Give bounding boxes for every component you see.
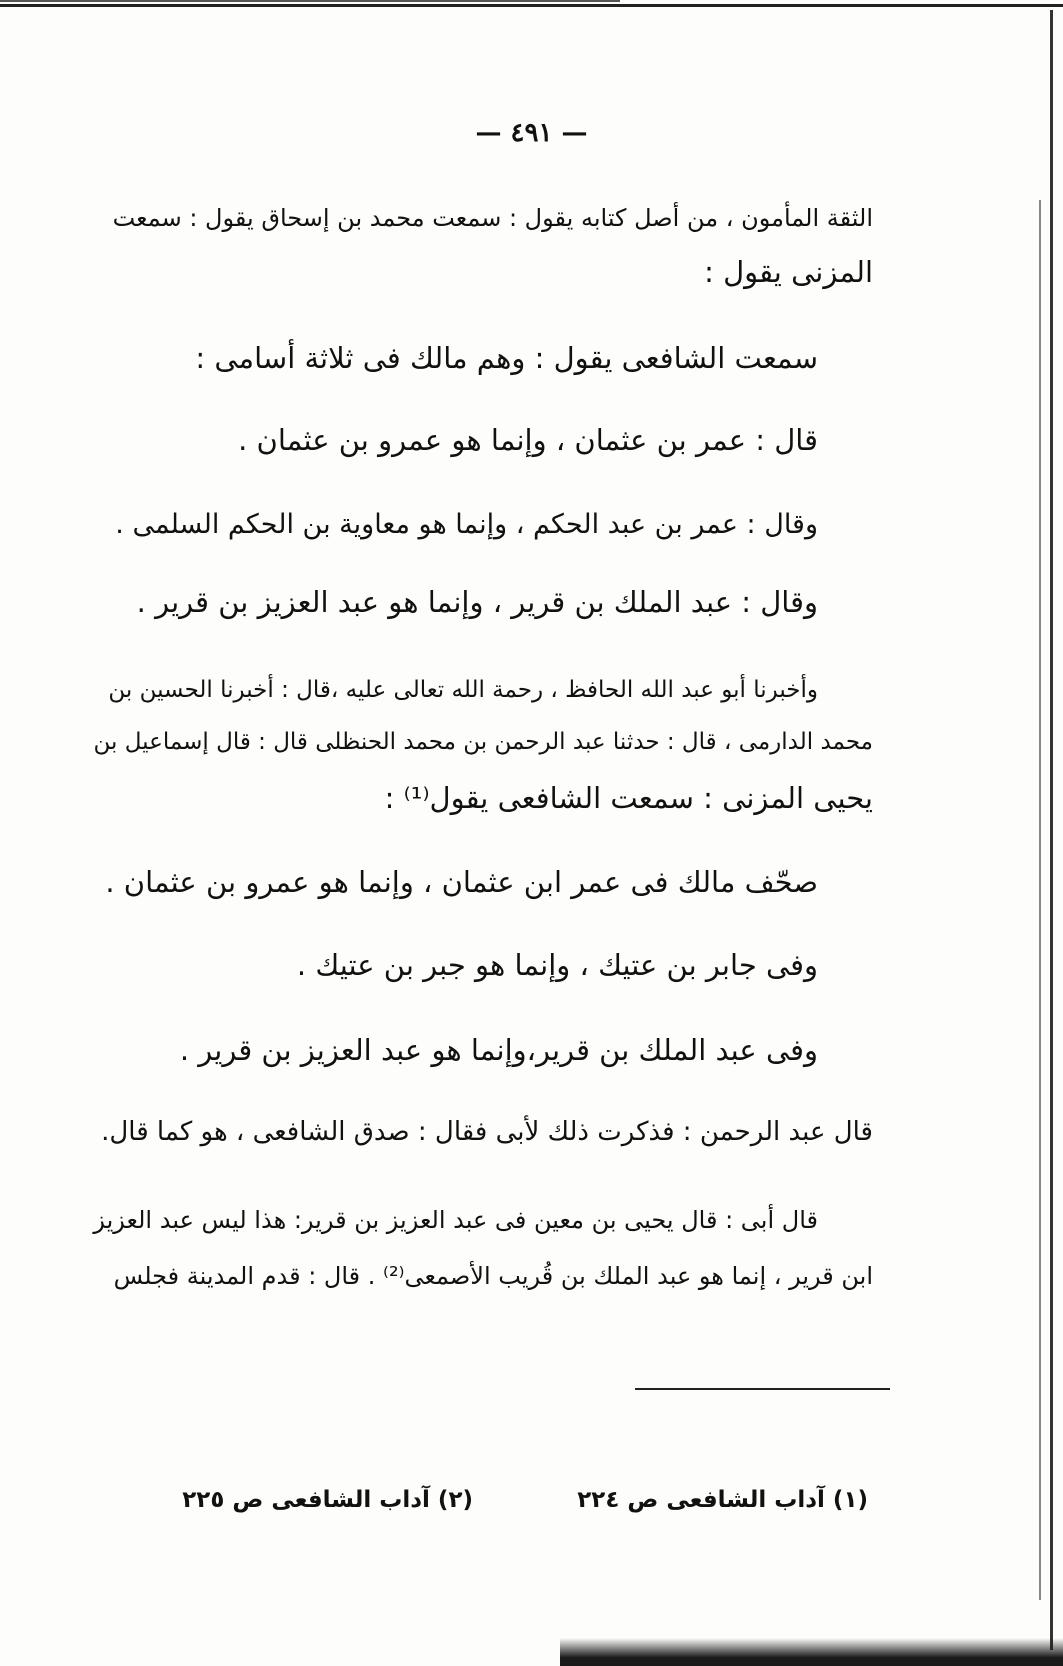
text-line-12: وفى عبد الملك بن قرير،وإنما هو عبد العزيز بن قرير . <box>179 1033 818 1067</box>
text-line-14: قال أبى : قال يحيى بن معين فى عبد العزيز بن قرير: هذا ليس عبد العزيز <box>93 1206 818 1234</box>
text-line-11: وفى جابر بن عتيك ، وإنما هو جبر بن عتيك . <box>296 948 818 982</box>
text-line-13: قال عبد الرحمن : فذكرت ذلك لأبى فقال : صدق الشافعى ، هو كما قال. <box>101 1117 873 1147</box>
page-number: — ٤٩١ — <box>475 118 588 148</box>
text-line-9: يحيى المزنى : سمعت الشافعى يقول⁽¹⁾ : <box>384 781 873 815</box>
right-margin-line <box>1039 200 1041 1600</box>
bottom-edge-shadow <box>560 1638 1063 1666</box>
text-line-8: محمد الدارمى ، قال : حدثنا عبد الرحمن بن محمد الحنظلى قال : قال إسماعيل بن <box>93 729 873 755</box>
text-line-15: ابن قرير ، إنما هو عبد الملك بن قُريب الأصمعى⁽²⁾ . قال : قدم المدينة فجلس <box>113 1262 873 1290</box>
right-edge-line <box>1050 10 1053 1650</box>
top-edge-shadow <box>0 0 620 2</box>
text-line-3: سمعت الشافعى يقول : وهم مالك فى ثلاثة أسامى : <box>195 341 818 375</box>
text-line-10: صحّف مالك فى عمر ابن عثمان ، وإنما هو عمرو بن عثمان . <box>105 865 818 899</box>
footnote-separator <box>635 1388 890 1390</box>
text-line-1: الثقة المأمون ، من أصل كتابه يقول : سمعت محمد بن إسحاق يقول : سمعت <box>112 204 873 232</box>
footnote-1: (١) آداب الشافعى ص ٢٢٤ <box>577 1487 868 1513</box>
top-edge-line <box>0 4 1063 7</box>
text-line-2: المزنى يقول : <box>704 255 873 289</box>
text-line-5: وقال : عمر بن عبد الحكم ، وإنما هو معاوية بن الحكم السلمى . <box>115 509 818 540</box>
text-line-6: وقال : عبد الملك بن قرير ، وإنما هو عبد العزيز بن قرير . <box>136 585 818 619</box>
footnote-2: (٢) آداب الشافعى ص ٢٢٥ <box>182 1487 473 1513</box>
text-line-4: قال : عمر بن عثمان ، وإنما هو عمرو بن عثمان . <box>238 423 818 457</box>
text-line-7: وأخبرنا أبو عبد الله الحافظ ، رحمة الله تعالى عليه ،قال : أخبرنا الحسين بن <box>108 677 818 703</box>
